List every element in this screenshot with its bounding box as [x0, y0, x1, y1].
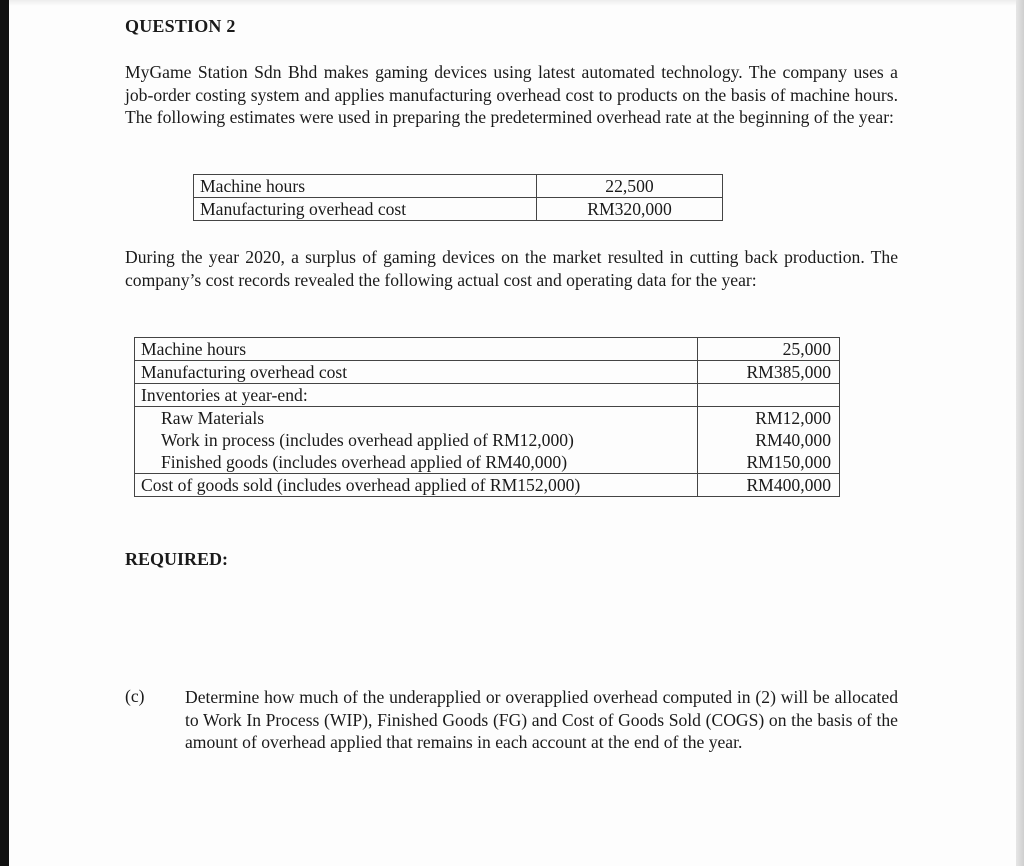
table-row	[135, 361, 840, 384]
estimates-table	[193, 174, 723, 221]
estimate-label-overhead-cost: Manufacturing overhead cost	[194, 198, 537, 221]
inventories-heading: Inventories at year-end:	[135, 384, 698, 407]
actual-label-finished-goods: Finished goods (includes overhead applied of RM40,000)	[135, 451, 698, 474]
table-row	[194, 198, 723, 221]
table-row	[135, 474, 840, 497]
actual-value-machine-hours: 25,000	[698, 338, 840, 361]
table-row	[135, 407, 840, 430]
actual-value-cogs: RM400,000	[698, 474, 840, 497]
actual-label-cogs: Cost of goods sold (includes overhead applied of RM152,000)	[135, 474, 698, 497]
actual-data-table	[134, 337, 840, 497]
actual-value-work-in-process: RM40,000	[698, 429, 840, 451]
question-marker: (c)	[125, 686, 145, 706]
table-row	[194, 175, 723, 198]
actual-data-paragraph: During the year 2020, a surplus of gaming devices on the market resulted in cutting back production. The company’s cost records revealed the following actual cost and operating data for the year:	[125, 247, 898, 290]
actual-value-overhead-cost: RM385,000	[698, 361, 840, 384]
table-row	[135, 451, 840, 474]
question-heading: QUESTION 2	[125, 16, 236, 36]
estimate-value-machine-hours: 22,500	[537, 175, 723, 198]
right-edge-shadow	[1016, 0, 1024, 866]
actual-value-raw-materials: RM12,000	[698, 407, 840, 430]
table-row	[135, 384, 840, 407]
required-heading: REQUIRED:	[125, 549, 229, 569]
table-row	[135, 429, 840, 451]
actual-label-work-in-process: Work in process (includes overhead applied of RM12,000)	[135, 429, 698, 451]
estimate-value-overhead-cost: RM320,000	[537, 198, 723, 221]
intro-paragraph: MyGame Station Sdn Bhd makes gaming devices using latest automated technology. The company uses a job-order costing system and applies manufacturing overhead cost to products on the basis of machine hours. The following estimates were used in preparing the predetermined overhead rate at the beginning of the year:	[125, 62, 898, 128]
inventories-heading-value	[698, 384, 840, 407]
actual-label-overhead-cost: Manufacturing overhead cost	[135, 361, 698, 384]
question-text: Determine how much of the underapplied or overapplied overhead computed in (2) will be allocated to Work In Process (WIP), Finished Goods (FG) and Cost of Goods Sold (COGS) on the basis of the amount of overhead applied that remains in each account at the end of the year.	[185, 687, 898, 753]
estimate-label-machine-hours: Machine hours	[194, 175, 537, 198]
actual-value-finished-goods: RM150,000	[698, 451, 840, 474]
left-edge-bar	[0, 0, 9, 866]
actual-label-machine-hours: Machine hours	[135, 338, 698, 361]
table-row	[135, 338, 840, 361]
top-edge-shadow	[9, 0, 1016, 6]
actual-label-raw-materials: Raw Materials	[135, 407, 698, 430]
